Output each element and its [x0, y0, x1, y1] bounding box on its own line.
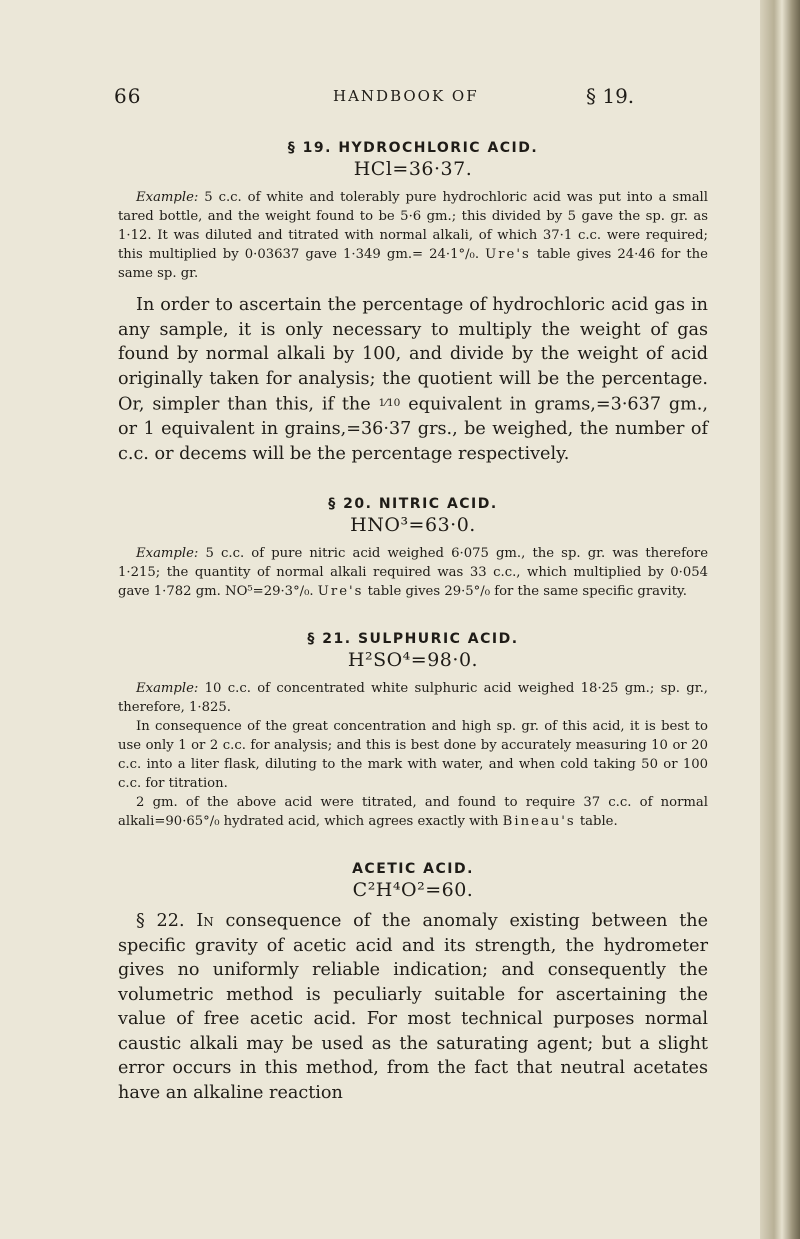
section-22-paragraph [118, 909, 708, 1105]
page-number: 66 [114, 84, 142, 108]
ures-name: Ure's [485, 247, 531, 262]
page-content [118, 140, 708, 1105]
example-tail: table gives 29·5°/₀ for the same specific gravity. [367, 584, 687, 600]
section-21-heading: § 21. SULPHURIC ACID. [307, 631, 519, 648]
section-22-text: consequence of the anomaly existing between the specific gravity of acetic acid and its strength, the hydrometer gives no uniformly reliable indication; and consequently the volumetric method is peculiarly suitable for ascertaining the value of free acetic acid. For most technical purposes normal caustic alkali may be used as the saturating agent; but a slight error occurs in this method, from the fact that neutral acetates have an alkaline reaction [118, 911, 709, 1103]
bineau-name: Bineau's [502, 814, 576, 830]
paragraph-tail: table. [579, 814, 618, 830]
acetic-formula: C²H⁴O²=60. [352, 879, 474, 902]
section-21-example [118, 679, 708, 717]
section-20-heading: § 20. NITRIC ACID. [328, 496, 498, 513]
example-label: Example: [136, 681, 199, 697]
section-19-heading: § 19. HYDROCHLORIC ACID. [287, 140, 539, 156]
section-19-paragraph [118, 293, 708, 466]
section-21-formula: H²SO⁴=98·0. [347, 649, 479, 672]
page-header [0, 84, 760, 114]
header-section-ref: § 19. [586, 84, 635, 108]
acetic-heading: ACETIC ACID. [352, 861, 474, 878]
example-label: Example: [136, 190, 199, 205]
running-title: HANDBOOK OF [333, 87, 479, 105]
paragraph-part-1: In order to ascertain the percentage of hydrochloric acid gas in any sample, it is only necessary to multiply the weight of gas found by normal alkali by 100, and divide by the weight of acid originally taken for analysis; the quotient will be the percentage. Or, simpler than this, if the [118, 295, 708, 415]
example-text: 5 c.c. of white and tolerably pure hydrochloric acid was put into a small tared bottle, and the weight found to be 5·6 gm.; this divided by 5 gave the sp. gr. as 1·12. It was diluted and titrated with normal alkali, of which 37·1 c.c. were required; this multiplied by 0·03637 gave 1·349 gm.= 24·1°/₀. [118, 190, 708, 262]
section-20-formula: HNO³=63·0. [350, 514, 476, 537]
example-label: Example: [136, 546, 199, 562]
example-text: 5 c.c. of pure nitric acid weighed 6·075 gm., the sp. gr. was therefore 1·215; the quantity of normal alkali required was 33 c.c., which multiplied by 0·054 gave 1·782 gm. NO⁵=29·3°/₀. [118, 546, 709, 600]
section-20-example [118, 544, 708, 601]
paragraph-text: 2 gm. of the above acid were titrated, and found to require 37 c.c. of normal alkali=90·65°/₀ hydrated acid, which agrees exactly with [118, 795, 708, 830]
section-21-paragraph-3 [118, 793, 708, 831]
example-tail: table gives 24·46 for the same sp. gr. [118, 247, 708, 281]
section-22-lead: In [196, 911, 214, 932]
example-text: 10 c.c. of concentrated white sulphuric acid weighed 18·25 gm.; sp. gr., therefore, 1·825. [118, 681, 708, 716]
section-21-paragraph-2: In consequence of the great concentration and high sp. gr. of this acid, it is best to use only 1 or 2 c.c. for analysis; and this is best done by accurately measuring 10 or 20 c.c. into a liter flask, diluting to the mark with water, and when cold taking 50 or 100 c.c. for titration. [118, 719, 708, 792]
ures-name: Ure's [317, 584, 364, 600]
section-19-example [118, 188, 708, 283]
section-22-number: § 22. [136, 911, 185, 932]
page-edge [760, 0, 800, 1239]
section-19-formula: HCl=36·37. [353, 158, 473, 180]
paragraph-part-2: equivalent in grams,=3·637 gm., or 1 equivalent in grains,=36·37 grs., be weighed, the number of c.c. or decems will be the percentage respectively. [118, 394, 708, 464]
fraction-one-tenth: 1⁄10 [378, 397, 401, 409]
